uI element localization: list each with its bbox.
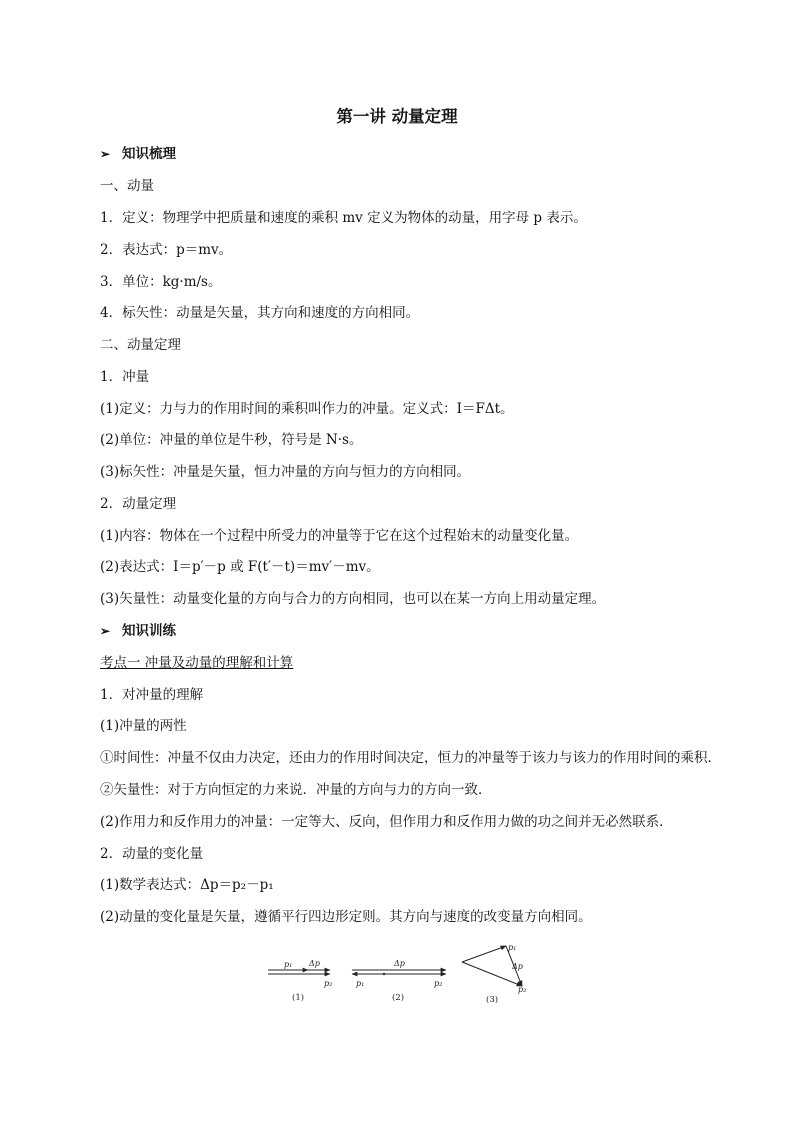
page-title: 第一讲 动量定理 bbox=[336, 107, 458, 126]
section-label: 知识训练 bbox=[122, 623, 176, 639]
line-expression: 2．表达式：p＝mv。 bbox=[100, 242, 233, 258]
line-unit: 3．单位：kg·m/s。 bbox=[100, 274, 222, 290]
label-delta-p: Δp bbox=[512, 962, 523, 971]
label-p2: p₂ bbox=[324, 979, 333, 988]
line-change-vector: (2)动量的变化量是矢量，遵循平行四边形定则。其方向与速度的改变量方向相同。 bbox=[100, 909, 592, 925]
vector-diagram-2 bbox=[352, 959, 446, 1003]
caption-1: (1) bbox=[292, 993, 305, 1003]
line-two-properties: (1)冲量的两性 bbox=[100, 718, 187, 734]
line-time-property: ①时间性：冲量不仅由力决定，还由力的作用时间决定，恒力的冲量等于该力与该力的作用时间的乘积． bbox=[100, 750, 721, 766]
momentum-change-vector-figure bbox=[262, 940, 552, 1010]
label-delta-p: Δp bbox=[394, 959, 405, 968]
arrowhead-bullet-icon: ➢ bbox=[100, 147, 111, 161]
line-impulse-understanding: 1．对冲量的理解 bbox=[100, 687, 204, 703]
label-p2: p₂ bbox=[518, 985, 527, 994]
line-math-expression: (1)数学表达式：Δp＝p₂－p₁ bbox=[100, 877, 274, 893]
line-heading-momentum: 一、动量 bbox=[100, 178, 154, 194]
line-impulse: 1．冲量 bbox=[100, 369, 150, 385]
line-heading-theorem: 二、动量定理 bbox=[100, 337, 181, 353]
line-impulse-vector: (3)标矢性：冲量是矢量，恒力冲量的方向与恒力的方向相同。 bbox=[100, 464, 471, 480]
line-theorem: 2．动量定理 bbox=[100, 496, 177, 512]
key-point-heading: 考点一 冲量及动量的理解和计算 bbox=[100, 655, 294, 671]
vector-diagram-3 bbox=[462, 943, 526, 1005]
line-definition: 1．定义：物理学中把质量和速度的乘积 mv 定义为物体的动量，用字母 p 表示。 bbox=[100, 210, 587, 226]
arrowhead-bullet-icon: ➢ bbox=[100, 624, 111, 638]
label-p1: p₁ bbox=[508, 943, 517, 952]
vector-diagram-1 bbox=[268, 959, 332, 1003]
label-p1: p₁ bbox=[284, 960, 293, 969]
line-vector-property: ②矢量性：对于方向恒定的力来说．冲量的方向与力的方向一致． bbox=[100, 782, 492, 798]
caption-3: (3) bbox=[486, 995, 499, 1005]
line-vector-nature: 4．标矢性：动量是矢量，其方向和速度的方向相同。 bbox=[100, 305, 420, 321]
line-theorem-vector: (3)矢量性：动量变化量的方向与合力的方向相同，也可以在某一方向上用动量定理。 bbox=[100, 591, 606, 607]
line-theorem-content: (1)内容：物体在一个过程中所受力的冲量等于它在这个过程始末的动量变化量。 bbox=[100, 528, 579, 544]
line-momentum-change: 2．动量的变化量 bbox=[100, 846, 204, 862]
caption-2: (2) bbox=[392, 993, 405, 1003]
line-theorem-expression: (2)表达式：I＝p′－p 或 F(t′－t)＝mv′－mv。 bbox=[100, 559, 380, 575]
label-p1: p₁ bbox=[356, 979, 365, 988]
label-p2: p₂ bbox=[434, 979, 443, 988]
line-action-reaction: (2)作用力和反作用力的冲量：一定等大、反向，但作用力和反作用力做的功之间并无必然联系． bbox=[100, 814, 673, 830]
line-impulse-definition: (1)定义：力与力的作用时间的乘积叫作力的冲量。定义式：I＝FΔt。 bbox=[100, 401, 514, 417]
line-impulse-unit: (2)单位：冲量的单位是牛秒，符号是 N·s。 bbox=[100, 432, 363, 448]
section-heading-knowledge bbox=[100, 145, 176, 163]
section-label: 知识梳理 bbox=[122, 146, 176, 162]
section-heading-training bbox=[100, 622, 176, 640]
label-delta-p: Δp bbox=[309, 959, 320, 968]
